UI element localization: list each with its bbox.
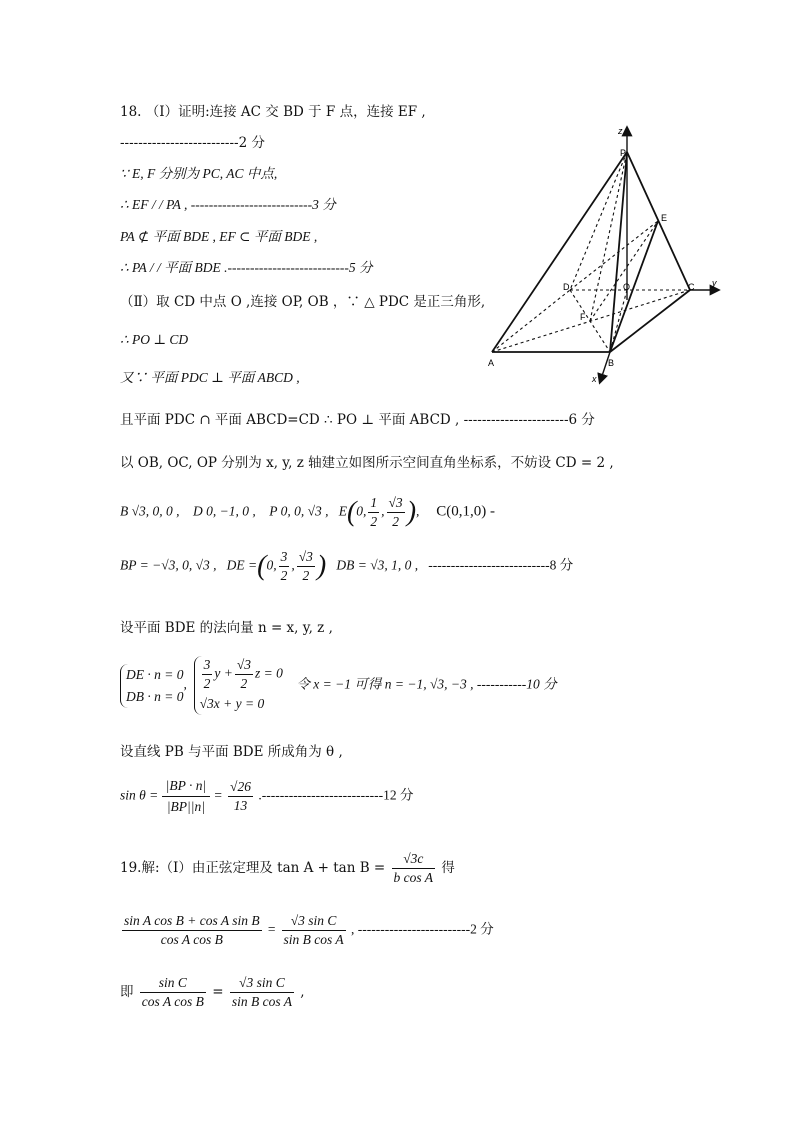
q19-line-2-right-num: √3 sin C (282, 912, 346, 931)
normal-vector-system: DE · n = 0 DB · n = 0 , $\frac{3}{2}$ y + $\frac{√3}{2}$ z = 0 √3x + y = 0 令 x = −1 可得 n = −1, √3, −3 , -----------10 分 (120, 656, 557, 718)
label-c: C (688, 282, 695, 292)
vector-bp: BP = −√3, 0, √3 , (120, 557, 217, 573)
q19-line-3-left-den: cos A cos B (141, 994, 204, 1009)
system-left (120, 664, 183, 708)
q19-line-2-left-den: cos A cos B (160, 932, 223, 947)
coord-p: P 0, 0, √3 , (269, 503, 329, 519)
q18-line-8: ∴ PO ⊥ CD (120, 332, 189, 347)
label-f: F (580, 312, 586, 322)
edge-fe (590, 221, 658, 321)
q18-line-4: ∴ EF / / PA , ---------------------------3 分 (120, 197, 336, 212)
q19-line-2-right-den: sin B cos A (283, 932, 344, 947)
edge-fp (590, 152, 627, 321)
sin-theta-tail: .---------------------------12 分 (258, 787, 414, 803)
vector-db: DB = √3, 1, 0 , (336, 557, 419, 573)
vectors-line: BP = −√3, 0, √3 , DE =(0, $\frac{3}{2}$ , $\frac{√3}{2}$ ) DB = √3, 1, 0 , ---------------------------8 分 (120, 549, 574, 583)
q18-line-14: 设平面 BDE 的法向量 n = x, y, z , (120, 620, 333, 636)
system-left-row-1: DE · n = 0 (126, 666, 184, 682)
q18-line-3: ∵ E, F 分别为 PC, AC 中点, (120, 166, 278, 181)
vector-de-frac1-num: 3 (279, 548, 290, 567)
coord-c: C(0,1,0) - (436, 503, 496, 520)
coord-b: B √3, 0, 0 , (120, 503, 180, 519)
q18-line-10: 且平面 PDC ∩ 平面 ABCD=CD ∴ PO ⊥ 平面 ABCD , -----------------------6 分 (120, 412, 595, 428)
q19-line-2 (120, 912, 494, 954)
q19-line-1-pre: 19.解:（Ⅰ）由正弦定理及 tan A + tan B = (120, 860, 386, 876)
system-frac2-den: 2 (240, 676, 248, 691)
q18-line-7: （Ⅱ）取 CD 中点 O ,连接 OP, OB ，∵ △ PDC 是正三角形, (120, 294, 486, 310)
q18-line-9: 又∵ 平面 PDC ⊥ 平面 ABCD , (120, 370, 300, 385)
coordinates-line: B √3, 0, 0 , D 0, −1, 0 , P 0, 0, √3 , E(0, $\frac{1}{2}$ , $\frac{√3}{2}$ ), C(0,1,0) - (120, 495, 496, 529)
coord-e-frac1-num: 1 (368, 494, 379, 513)
system-tail: 令 x = −1 可得 n = −1, √3, −3 , -----------10 分 (296, 676, 557, 692)
label-b: B (608, 358, 615, 368)
q19-line-3-tail: , (300, 984, 305, 1000)
label-a: A (488, 358, 495, 368)
label-o: O (623, 282, 631, 292)
q18-line-16: 设直线 PB 与平面 BDE 所成角为 θ , (120, 744, 343, 760)
sin-theta-formula (120, 776, 413, 826)
edge-pa (492, 152, 627, 352)
edge-ad (492, 290, 570, 352)
system-left-row-2: DB · n = 0 (126, 688, 184, 704)
q19-line-1-frac-num: √3c (392, 850, 436, 869)
q18-line-11: 以 OB, OC, OP 分别为 x, y, z 轴建立如图所示空间直角坐标系，不妨设 CD = 2 , (120, 455, 614, 471)
q18-line-5: PA ⊄ 平面 BDE , EF ⊂ 平面 BDE , (120, 229, 318, 244)
q19-line-1-post: 得 (441, 860, 455, 876)
label-y: y (712, 278, 717, 288)
edge-pd (570, 152, 627, 290)
system-frac1-den: 2 (203, 676, 211, 691)
q19-line-3-right-num: √3 sin C (230, 974, 294, 993)
vector-de-label: DE = (226, 557, 258, 573)
q19-line-3-eq: = (212, 984, 224, 1000)
edge-ac (492, 290, 690, 352)
system-right-row-2: √3x + y = 0 (199, 696, 265, 711)
coord-e-a: 0, (356, 503, 367, 519)
q18-line-1: 18. （Ⅰ）证明:连接 AC 交 BD 于 F 点，连接 EF , (120, 104, 426, 120)
sin-theta-lhs: sin θ = (120, 787, 159, 803)
q19-line-2-tail: , -------------------------2 分 (351, 921, 494, 937)
q19-line-3-right-den: sin B cos A (231, 994, 292, 1009)
q19-line-1 (120, 850, 455, 892)
q19-line-2-left-num: sin A cos B + cos A sin B (122, 912, 262, 931)
label-p: P (620, 148, 627, 158)
system-frac1-num: 3 (202, 656, 213, 675)
q19-line-3 (120, 974, 305, 1016)
coord-e-label: E (338, 503, 347, 519)
sin-theta-den: |BP||n| (166, 799, 205, 814)
system-frac2-num: √3 (235, 656, 253, 675)
system-end: z = 0 (255, 665, 283, 681)
vector-de-a: 0, (266, 557, 277, 573)
sin-theta-eq: = (213, 787, 223, 803)
vector-de-frac1-den: 2 (280, 568, 288, 583)
coord-e-frac1-den: 2 (370, 514, 378, 529)
system-right (194, 656, 283, 715)
coord-d: D 0, −1, 0 , (193, 503, 256, 519)
label-d: D (563, 282, 570, 292)
sin-theta-result-den: 13 (233, 798, 248, 813)
pyramid-figure (478, 120, 728, 390)
label-z: z (618, 126, 623, 136)
q19-line-1-frac-den: b cos A (393, 870, 434, 885)
label-e: E (661, 213, 668, 223)
coord-e-post: , (416, 503, 420, 519)
q19-line-3-pre: 即 (120, 984, 134, 1000)
system-mid: y + (214, 665, 233, 681)
q18-line-2: --------------------------2 分 (120, 135, 265, 151)
edge-pc (627, 152, 690, 290)
label-x: x (592, 374, 597, 384)
q19-line-3-left-num: sin C (140, 974, 206, 993)
vector-de-frac2-den: 2 (302, 568, 310, 583)
coord-e-frac2-num: √3 (387, 494, 405, 513)
vector-de-frac2-num: √3 (297, 548, 315, 567)
q19-line-2-eq: = (267, 921, 277, 937)
sin-theta-result-num: √26 (228, 778, 253, 797)
sin-theta-num: |BP · n| (162, 776, 211, 797)
vector-line-dashes: ---------------------------8 分 (428, 557, 574, 573)
q18-line-6: ∴ PA / / 平面 BDE .---------------------------5 分 (120, 260, 373, 275)
coord-e-frac2-den: 2 (392, 514, 399, 529)
